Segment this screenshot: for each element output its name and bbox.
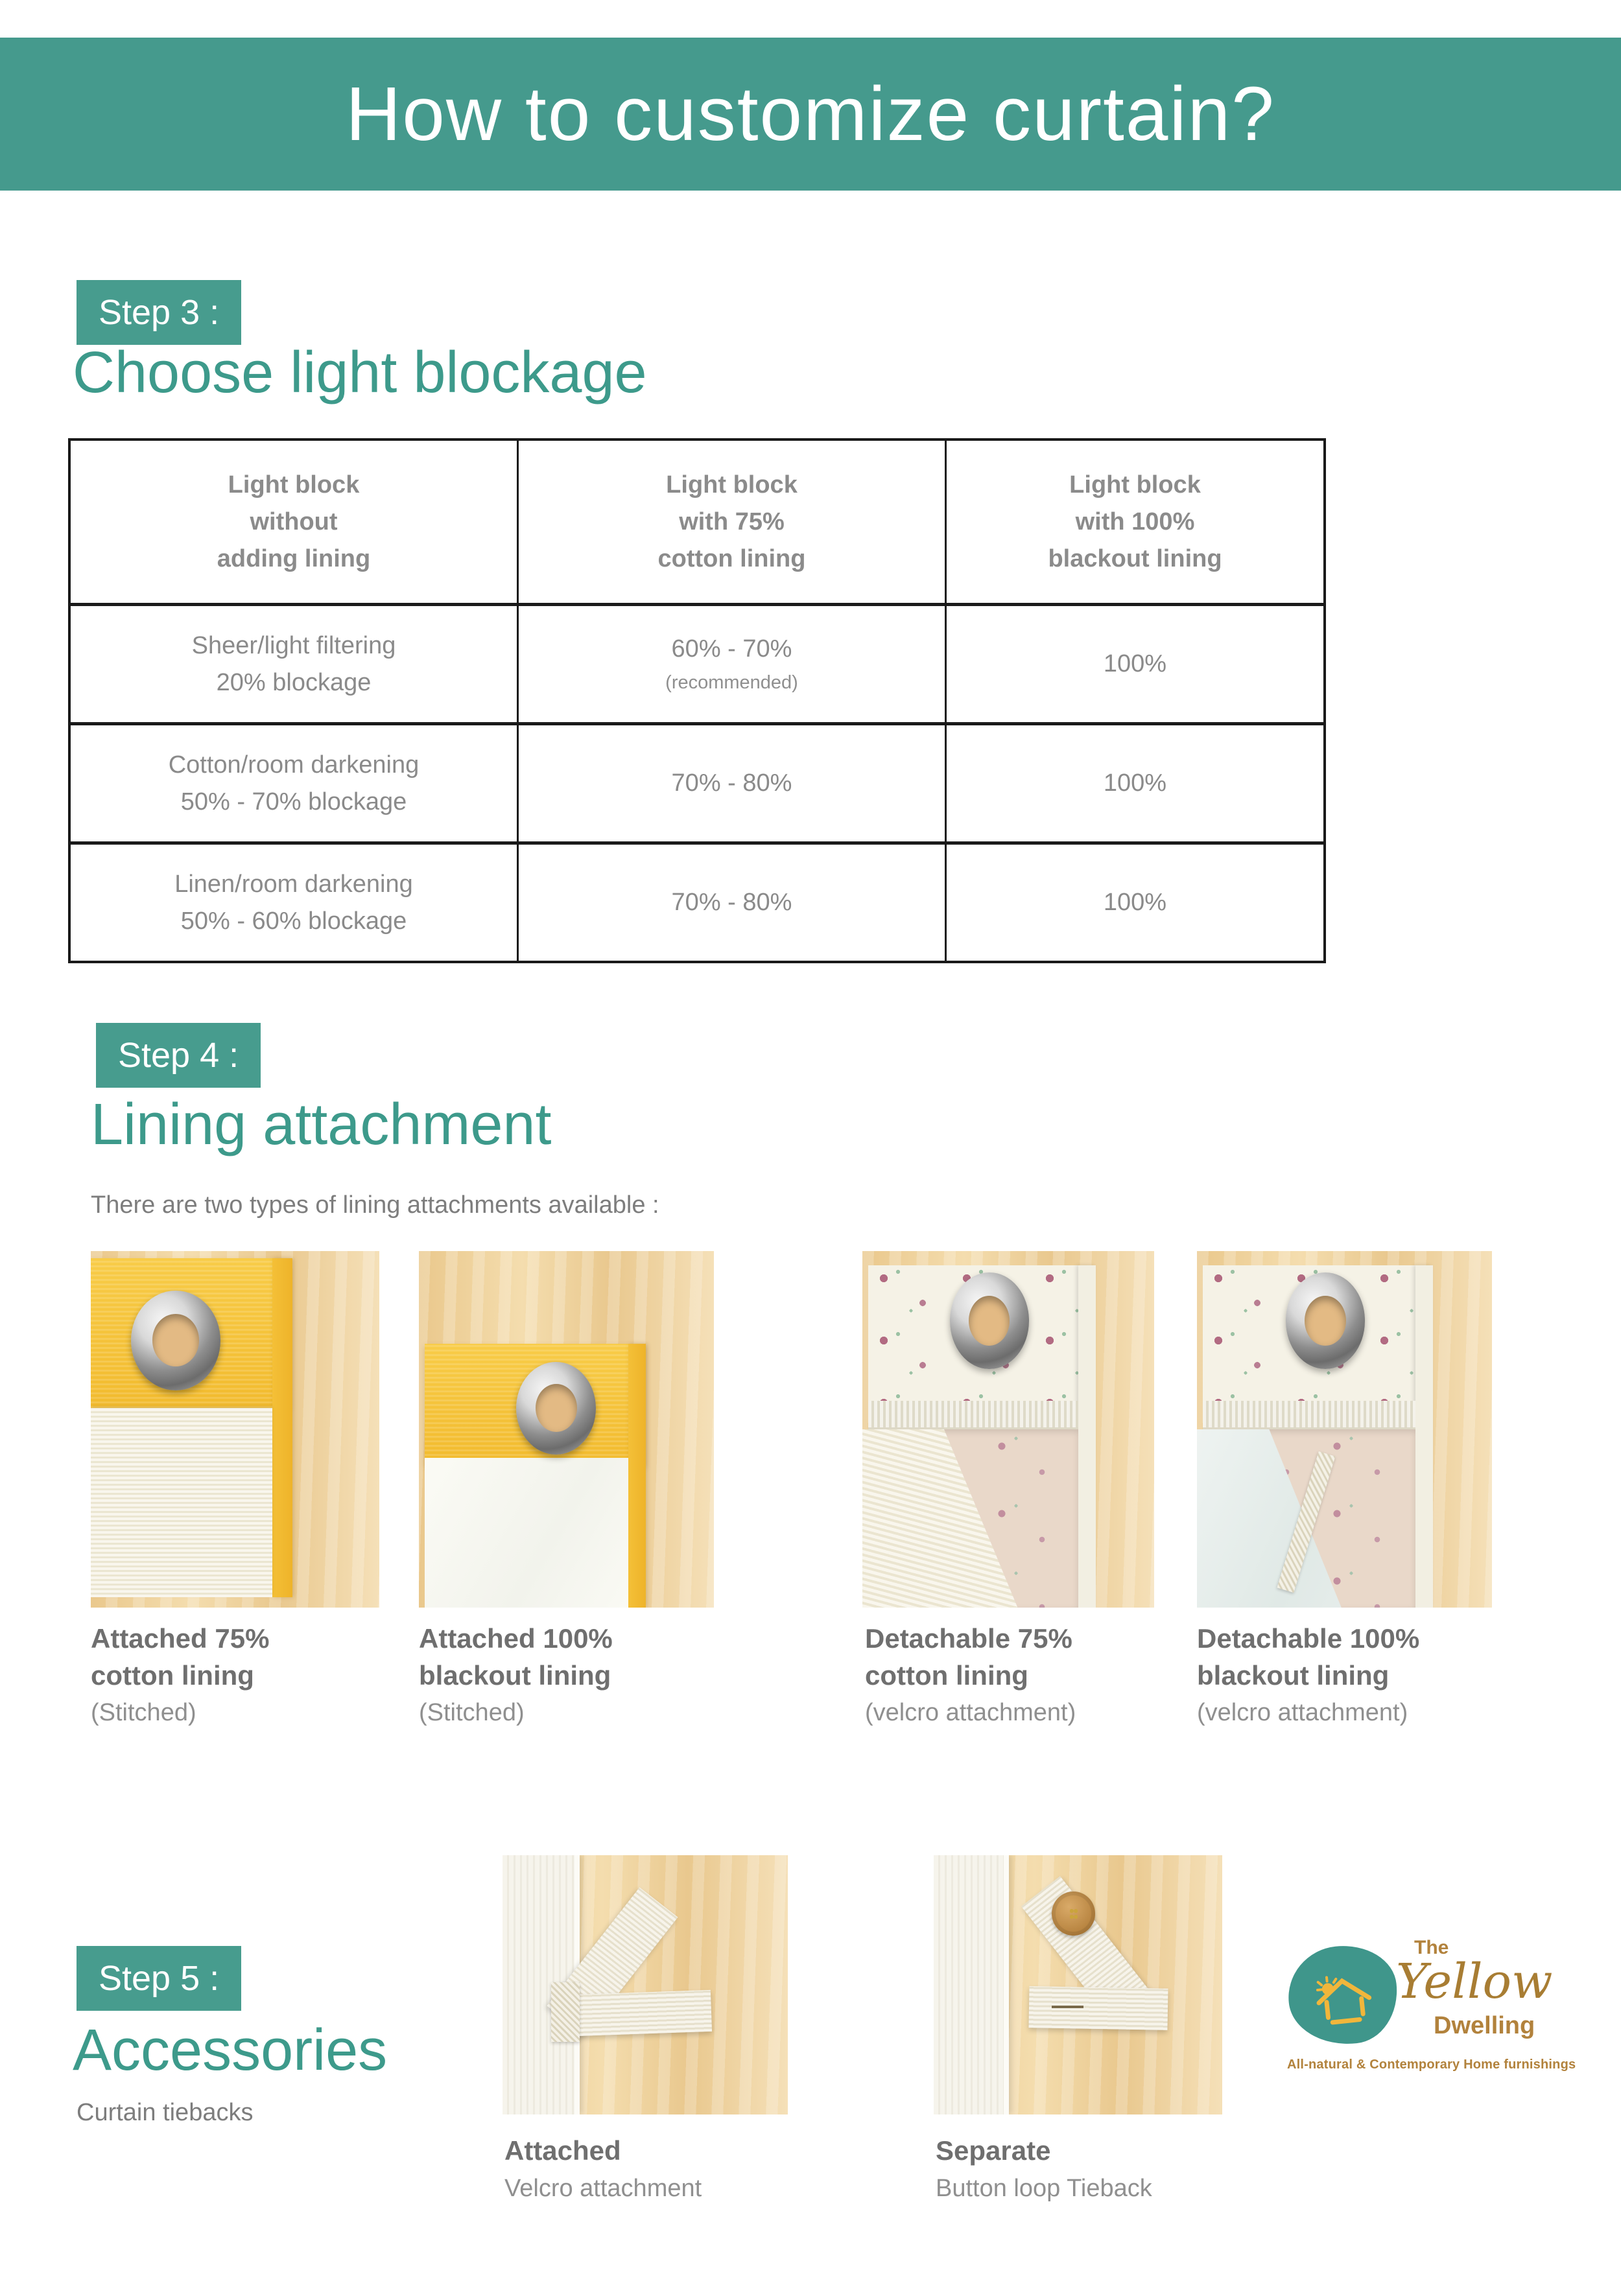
- blackout-lining-fabric: [425, 1458, 628, 1608]
- lining-photo-detachable-blackout: [1197, 1251, 1492, 1608]
- table-header-blackout-lining: Light block with 100% blackout lining: [945, 441, 1323, 603]
- tieback-strap-horizontal: [1028, 1986, 1168, 2030]
- table-cell: 100%: [945, 603, 1323, 722]
- table-cell: 70% - 80%: [517, 722, 945, 841]
- cotton-lining-fabric: [91, 1408, 272, 1597]
- step4-note: There are two types of lining attachments available :: [91, 1191, 659, 1219]
- page-banner: [0, 38, 1621, 191]
- page-title: How to customize curtain?: [346, 71, 1275, 157]
- table-row: Linen/room darkening 50% - 60% blockage: [71, 841, 517, 961]
- tieback-photo-attached: [503, 1855, 788, 2114]
- wooden-button: [1052, 1892, 1095, 1936]
- logo-word-the: The: [1414, 1937, 1449, 1958]
- tieback-caption: Attached Velcro attachment: [504, 2135, 702, 2202]
- step5-badge: Step 5 :: [77, 1946, 241, 2011]
- velcro-band: [1203, 1401, 1415, 1429]
- tieback-caption: Separate Button loop Tieback: [936, 2135, 1152, 2202]
- velcro-band: [868, 1401, 1078, 1429]
- table-cell: 100%: [945, 841, 1323, 961]
- house-icon: [1306, 1961, 1379, 2030]
- curtain-edge-fabric: [628, 1344, 646, 1608]
- velcro-patch: [551, 1982, 580, 2042]
- step4-badge: Step 4 :: [96, 1023, 261, 1088]
- table-row: Cotton/room darkening 50% - 70% blockage: [71, 722, 517, 841]
- table-cell: 70% - 80%: [517, 841, 945, 961]
- table-row: Sheer/light filtering 20% blockage: [71, 603, 517, 722]
- light-blockage-table: [68, 438, 1326, 963]
- lining-caption: Detachable 100% blackout lining (velcro attachment): [1197, 1623, 1420, 1727]
- table-header-no-lining: Light block without adding lining: [217, 471, 371, 572]
- logo-tagline: All-natural & Contemporary Home furnishings: [1287, 2057, 1576, 2072]
- logo-paint-blob: [1284, 1941, 1402, 2050]
- step4-heading: Lining attachment: [91, 1092, 552, 1157]
- brand-logo: [1287, 1937, 1576, 2089]
- lining-photo-attached-blackout: [419, 1251, 714, 1608]
- logo-word-dwelling: Dwelling: [1434, 2012, 1535, 2039]
- table-header-cotton-lining: Light block with 75% cotton lining: [517, 441, 945, 603]
- curtain-edge-fabric: [1415, 1265, 1433, 1608]
- grommet-ring: [131, 1291, 220, 1390]
- lining-caption: Attached 75% cotton lining (Stitched): [91, 1623, 270, 1727]
- step5-subheading: Curtain tiebacks: [77, 2099, 254, 2126]
- tieback-photo-separate: [934, 1855, 1222, 2114]
- step5-heading: Accessories: [73, 2018, 388, 2083]
- grommet-ring: [516, 1362, 596, 1455]
- curtain-edge-fabric: [934, 1855, 1009, 2114]
- lining-photo-detachable-cotton: [862, 1251, 1154, 1608]
- curtain-edge-fabric: [1078, 1265, 1096, 1608]
- curtain-edge-fabric: [272, 1258, 292, 1597]
- grommet-ring: [1286, 1272, 1366, 1369]
- lining-photo-attached-cotton: [91, 1251, 379, 1608]
- step3-heading: Choose light blockage: [73, 340, 647, 405]
- buttonhole-slit: [1052, 2006, 1083, 2008]
- table-cell: 100%: [945, 722, 1323, 841]
- lining-caption: Detachable 75% cotton lining (velcro attachment): [865, 1623, 1076, 1727]
- lining-caption: Attached 100% blackout lining (Stitched): [419, 1623, 613, 1727]
- grommet-ring: [950, 1272, 1029, 1369]
- table-cell: 60% - 70% (recommended): [517, 603, 945, 722]
- logo-word-yellow: Yellow: [1396, 1954, 1553, 2009]
- step3-badge: Step 3 :: [77, 280, 241, 345]
